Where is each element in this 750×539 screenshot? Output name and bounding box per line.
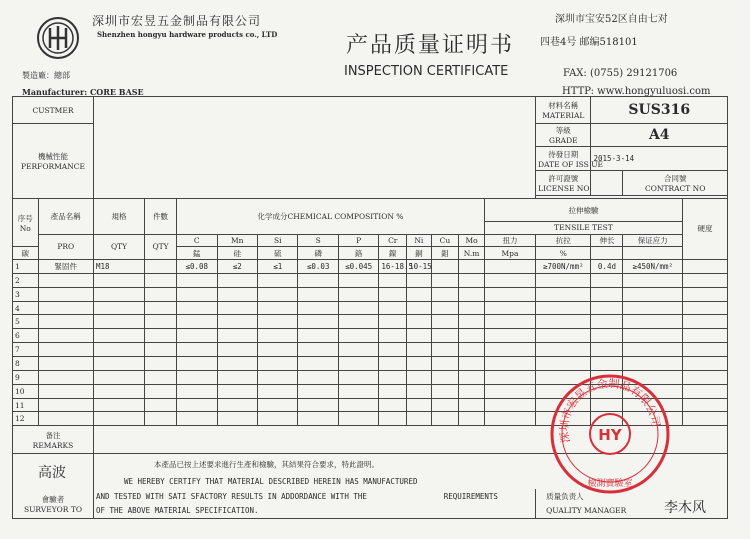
table-cell: ≤1	[257, 260, 297, 274]
table-cell	[93, 398, 144, 412]
table-cell	[298, 370, 338, 384]
table-cell	[145, 357, 177, 371]
table-cell	[38, 384, 93, 398]
table-cell	[683, 357, 728, 371]
element-header: P	[338, 234, 378, 247]
table-cell: 2	[13, 273, 39, 287]
table-cell: 11	[13, 398, 39, 412]
table-cell	[217, 412, 257, 426]
table-cell	[217, 384, 257, 398]
table-cell	[407, 357, 432, 371]
seq-header: 序号 No	[13, 198, 39, 246]
table-row	[13, 343, 728, 357]
element-header-cn: 鉻	[338, 247, 378, 260]
table-cell	[177, 357, 217, 371]
table-cell	[257, 273, 297, 287]
chem-header: 化学成分CHEMICAL COMPOSITION %	[177, 198, 485, 234]
table-cell	[536, 357, 591, 371]
table-cell	[536, 329, 591, 343]
tensile-unit: N.m	[459, 247, 485, 260]
table-cell	[38, 357, 93, 371]
spec-header-cn: 規格	[93, 198, 144, 234]
spec-header-en: QTY	[93, 234, 144, 259]
table-cell: 7	[13, 343, 39, 357]
table-cell: 10	[13, 384, 39, 398]
table-cell	[431, 315, 459, 329]
address-line-1: 深圳市宝安52区自由七对	[555, 14, 668, 25]
table-cell	[459, 301, 485, 315]
table-cell	[298, 273, 338, 287]
element-header-cn: 碳	[13, 247, 39, 260]
table-cell	[338, 357, 378, 371]
table-cell	[536, 287, 591, 301]
table-cell	[257, 412, 297, 426]
website-url: HTTP: www.hongyuluosi.com	[562, 86, 711, 97]
table-cell	[407, 398, 432, 412]
table-cell	[431, 301, 459, 315]
table-cell	[217, 398, 257, 412]
table-cell	[407, 412, 432, 426]
table-cell	[484, 384, 535, 398]
table-cell	[484, 260, 535, 274]
table-cell	[145, 315, 177, 329]
table-cell	[484, 370, 535, 384]
fax-number: FAX: (0755) 29121706	[563, 68, 678, 79]
table-cell: ≥450N/mm²	[623, 260, 683, 274]
table-cell	[379, 301, 407, 315]
table-cell	[683, 273, 728, 287]
table-cell	[298, 398, 338, 412]
table-cell	[407, 384, 432, 398]
table-cell: M18	[93, 260, 144, 274]
table-cell	[459, 412, 485, 426]
tensile-header-en: TENSILE TEST	[484, 222, 682, 235]
element-header-cn: 硫	[257, 247, 297, 260]
element-header-cn: 鎳	[379, 247, 407, 260]
table-cell	[338, 398, 378, 412]
table-cell: ≥700N/mm²	[536, 260, 591, 274]
table-cell	[338, 287, 378, 301]
table-cell	[536, 315, 591, 329]
table-cell	[379, 412, 407, 426]
table-cell	[379, 384, 407, 398]
table-cell	[217, 287, 257, 301]
table-cell	[379, 287, 407, 301]
table-cell	[298, 287, 338, 301]
table-cell	[591, 287, 623, 301]
table-cell	[379, 315, 407, 329]
table-row	[13, 301, 728, 315]
qty-header-en: QTY	[145, 234, 177, 259]
table-cell	[217, 357, 257, 371]
table-cell	[298, 412, 338, 426]
date-value: 2015-3-14	[591, 147, 728, 170]
table-cell	[257, 315, 297, 329]
table-cell	[145, 273, 177, 287]
table-cell	[459, 357, 485, 371]
tensile-col-header: 保证应力	[623, 234, 683, 247]
tensile-col-header: 伸长	[591, 234, 623, 247]
table-cell	[145, 370, 177, 384]
table-cell	[623, 273, 683, 287]
table-cell	[257, 301, 297, 315]
table-cell	[459, 343, 485, 357]
table-cell	[93, 357, 144, 371]
contract-label: 合同號 CONTRACT NO	[623, 170, 728, 195]
table-cell: 3	[13, 287, 39, 301]
table-cell	[536, 301, 591, 315]
table-cell: 1	[13, 260, 39, 274]
table-cell: ≤0.03	[298, 260, 338, 274]
table-cell	[38, 273, 93, 287]
table-cell	[459, 287, 485, 301]
table-cell	[298, 329, 338, 343]
tensile-unit: Mpa	[484, 247, 535, 260]
table-cell	[459, 273, 485, 287]
table-cell: 16-18.5	[379, 260, 407, 274]
table-cell	[591, 343, 623, 357]
table-cell	[38, 287, 93, 301]
company-name-en: Shenzhen hongyu hardware products co., LTD	[97, 30, 278, 39]
table-cell	[298, 384, 338, 398]
product-header-en: PRO	[38, 234, 93, 259]
table-cell	[484, 398, 535, 412]
quality-manager-signature: 李木风	[664, 500, 706, 516]
svg-text:深圳市宏昱五金制品有限公司: 深圳市宏昱五金制品有限公司	[557, 376, 663, 444]
table-cell	[683, 329, 728, 343]
table-cell	[338, 273, 378, 287]
table-cell	[484, 273, 535, 287]
qty-header-cn: 件數	[145, 198, 177, 234]
address-line-2: 四巷4号 邮编518101	[540, 37, 638, 48]
element-header: Mn	[217, 234, 257, 247]
element-header-cn: 硅	[217, 247, 257, 260]
table-cell	[38, 412, 93, 426]
table-cell	[298, 357, 338, 371]
element-header: Ni	[407, 234, 432, 247]
table-cell	[177, 273, 217, 287]
product-header-cn: 產品名稱	[38, 198, 93, 234]
table-cell	[379, 343, 407, 357]
table-cell	[459, 260, 485, 274]
table-cell	[217, 370, 257, 384]
table-cell	[431, 287, 459, 301]
table-cell	[407, 273, 432, 287]
table-cell	[177, 287, 217, 301]
table-cell	[93, 343, 144, 357]
table-cell	[683, 343, 728, 357]
element-header-cn: 銅	[407, 247, 432, 260]
element-header: C	[177, 234, 217, 247]
table-cell: 緊固件	[38, 260, 93, 274]
table-cell	[591, 301, 623, 315]
table-cell	[623, 343, 683, 357]
table-cell	[93, 287, 144, 301]
license-label: 許可證號 LICENSE NO	[536, 170, 591, 195]
table-cell	[407, 315, 432, 329]
table-cell	[431, 384, 459, 398]
table-cell	[177, 370, 217, 384]
table-cell	[298, 343, 338, 357]
requirements-label: REQUIREMENTS	[443, 491, 498, 501]
table-cell	[177, 412, 217, 426]
table-cell	[298, 315, 338, 329]
manufacturer-label: Manufacturer: CORE BASE	[22, 87, 144, 97]
table-cell	[217, 315, 257, 329]
table-cell	[93, 315, 144, 329]
table-cell	[257, 370, 297, 384]
table-cell	[145, 287, 177, 301]
company-seal-stamp	[548, 372, 672, 496]
table-cell	[145, 384, 177, 398]
table-row	[13, 273, 728, 287]
element-header: S	[298, 234, 338, 247]
table-cell	[623, 301, 683, 315]
table-cell	[338, 315, 378, 329]
table-row	[13, 329, 728, 343]
performance-label: 機械性能 PERFORMANCE	[13, 124, 94, 199]
table-cell	[145, 301, 177, 315]
tensile-unit: %	[536, 247, 591, 260]
table-cell	[484, 315, 535, 329]
svg-text:檢測實驗室: 檢測實驗室	[587, 479, 633, 489]
table-cell	[217, 301, 257, 315]
table-row	[13, 315, 728, 329]
table-cell	[683, 384, 728, 398]
table-row	[13, 357, 728, 371]
table-cell: 12	[13, 412, 39, 426]
tensile-header-cn: 拉伸檢驗	[484, 198, 682, 221]
table-cell: 5	[13, 315, 39, 329]
company-logo-icon	[36, 16, 80, 60]
element-header: Mo	[459, 234, 485, 247]
table-cell	[338, 329, 378, 343]
table-cell: 9	[13, 370, 39, 384]
table-cell	[431, 260, 459, 274]
table-cell	[623, 287, 683, 301]
table-row	[13, 287, 728, 301]
table-cell	[484, 301, 535, 315]
table-cell	[177, 384, 217, 398]
table-cell	[338, 384, 378, 398]
table-cell: 0.4d	[591, 260, 623, 274]
table-cell	[591, 273, 623, 287]
material-value: SUS316	[591, 97, 728, 124]
table-cell	[257, 287, 297, 301]
table-cell	[431, 273, 459, 287]
table-cell	[217, 343, 257, 357]
table-cell	[484, 343, 535, 357]
table-cell	[407, 329, 432, 343]
element-header-cn: 鉬	[431, 247, 459, 260]
table-cell	[459, 329, 485, 343]
table-cell	[683, 287, 728, 301]
table-cell	[93, 273, 144, 287]
table-cell: 10-15	[407, 260, 432, 274]
table-cell	[459, 398, 485, 412]
table-cell	[338, 343, 378, 357]
date-label: 待發日期 DATE OF ISS UE	[536, 147, 591, 170]
table-cell	[93, 412, 144, 426]
table-cell	[484, 287, 535, 301]
hardness-header: 硬度	[683, 198, 728, 259]
table-cell	[536, 343, 591, 357]
table-cell: 4	[13, 301, 39, 315]
tensile-unit	[591, 247, 623, 260]
table-cell	[536, 273, 591, 287]
table-cell	[177, 329, 217, 343]
table-cell: 8	[13, 357, 39, 371]
table-cell	[431, 412, 459, 426]
table-row	[13, 260, 728, 274]
table-cell	[257, 357, 297, 371]
grade-value: A4	[591, 124, 728, 147]
qm-label-en: QUALITY MANAGER	[536, 504, 728, 519]
table-cell	[145, 343, 177, 357]
table-cell	[484, 329, 535, 343]
tensile-col-header: 抗拉	[536, 234, 591, 247]
table-cell: 6	[13, 329, 39, 343]
table-cell	[257, 398, 297, 412]
table-cell	[484, 357, 535, 371]
table-cell	[623, 357, 683, 371]
table-cell	[407, 370, 432, 384]
qm-label-cn: 质量负责人	[536, 489, 728, 504]
table-cell	[93, 301, 144, 315]
table-cell	[407, 343, 432, 357]
table-cell	[145, 329, 177, 343]
table-cell	[623, 329, 683, 343]
table-cell	[379, 329, 407, 343]
statement-en-1: WE HEREBY CERTIFY THAT MATERIAL DESCRIBED HEREIN HAS MANUFACTURED	[93, 474, 535, 489]
table-cell: ≤2	[217, 260, 257, 274]
element-header: Si	[257, 234, 297, 247]
tensile-col-header: 扭力	[484, 234, 535, 247]
table-cell	[379, 273, 407, 287]
table-cell	[177, 301, 217, 315]
table-cell	[338, 412, 378, 426]
company-name-cn: 深圳市宏昱五金制品有限公司	[92, 14, 262, 28]
table-cell	[38, 343, 93, 357]
statement-en-3: OF THE ABOVE MATERIAL SPECIFICATION.	[93, 504, 535, 519]
table-cell	[623, 315, 683, 329]
table-cell	[591, 329, 623, 343]
table-cell	[379, 357, 407, 371]
table-cell	[407, 287, 432, 301]
customer-label: CUSTMER	[13, 97, 94, 124]
table-cell	[459, 370, 485, 384]
table-cell	[431, 370, 459, 384]
table-cell	[338, 370, 378, 384]
table-cell	[407, 301, 432, 315]
element-header-cn: 錳	[177, 247, 217, 260]
table-cell	[459, 384, 485, 398]
svg-text:HY: HY	[598, 426, 622, 444]
table-cell	[217, 329, 257, 343]
table-cell	[379, 370, 407, 384]
grade-label: 等級 GRADE	[536, 124, 591, 147]
table-cell	[379, 398, 407, 412]
table-cell	[38, 301, 93, 315]
table-cell	[145, 260, 177, 274]
table-cell	[459, 315, 485, 329]
statement-en-2: AND TESTED WITH SATI SFACTORY RESULTS IN ADDORDANCE WITH THE	[93, 489, 406, 504]
statement-cn: 本產品已按上述要求進行生產和檢驗，其結果符合要求，特此證明。	[93, 453, 535, 474]
material-label: 材料名稱 MATERIAL	[536, 97, 591, 124]
table-cell	[431, 357, 459, 371]
table-cell	[591, 357, 623, 371]
table-cell	[683, 370, 728, 384]
table-cell: ≤0.08	[177, 260, 217, 274]
table-cell: ≤0.045	[338, 260, 378, 274]
table-cell	[93, 370, 144, 384]
table-cell	[683, 398, 728, 412]
table-cell	[257, 343, 297, 357]
table-cell	[145, 398, 177, 412]
table-cell	[683, 260, 728, 274]
maker-label: 製造廠：總部	[22, 71, 70, 80]
table-cell	[591, 315, 623, 329]
table-cell	[338, 301, 378, 315]
table-cell	[38, 315, 93, 329]
table-cell	[683, 412, 728, 426]
table-cell	[177, 343, 217, 357]
table-cell	[177, 315, 217, 329]
table-cell	[484, 412, 535, 426]
table-cell	[431, 398, 459, 412]
certificate-title-en: INSPECTION CERTIFICATE	[344, 64, 509, 79]
table-cell	[177, 398, 217, 412]
table-cell	[38, 370, 93, 384]
table-cell	[38, 398, 93, 412]
surveyor-signature: 高波	[38, 465, 66, 481]
remarks-label: 备注 REMARKS	[13, 426, 94, 453]
table-cell	[683, 301, 728, 315]
table-cell	[217, 273, 257, 287]
table-cell	[298, 301, 338, 315]
element-header: Cu	[431, 234, 459, 247]
surveyor-label: 會驗者 SURVEYOR TO	[13, 489, 94, 518]
table-cell	[93, 329, 144, 343]
table-cell	[683, 315, 728, 329]
table-cell	[93, 384, 144, 398]
table-cell	[431, 329, 459, 343]
element-header: Cr	[379, 234, 407, 247]
table-cell	[145, 412, 177, 426]
element-header-cn: 磷	[298, 247, 338, 260]
table-cell	[38, 329, 93, 343]
certificate-title-cn: 产品质量证明书	[346, 33, 515, 58]
table-cell	[431, 343, 459, 357]
table-cell	[257, 329, 297, 343]
table-cell	[257, 384, 297, 398]
